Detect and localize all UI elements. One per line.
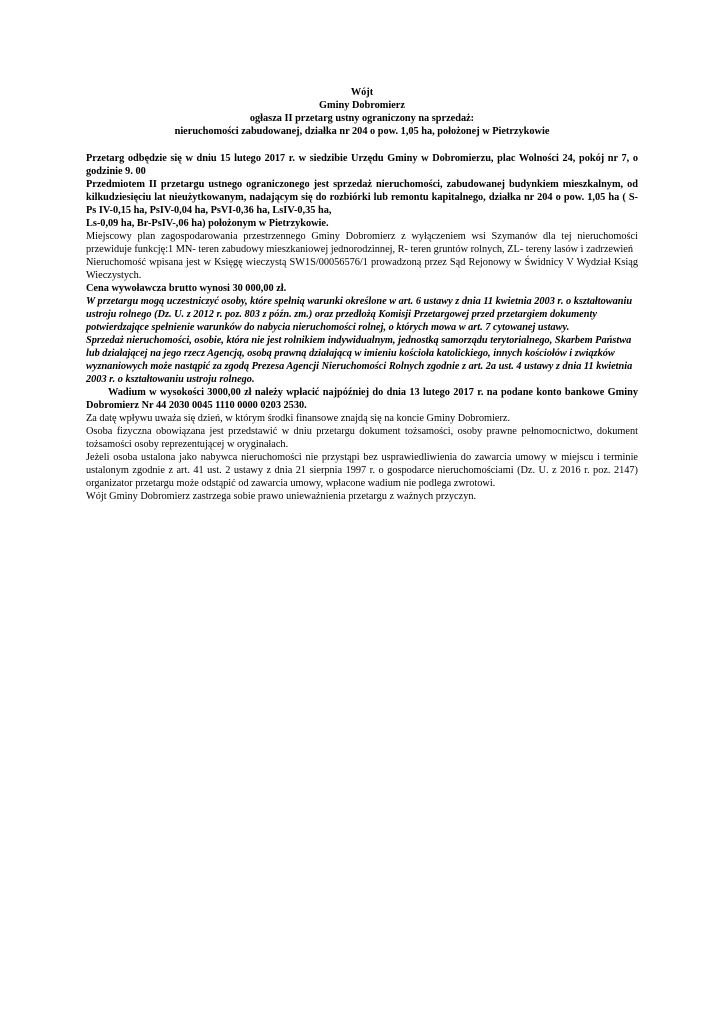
deposit-paragraph: Wadium w wysokości 3000,00 zł należy wpłacić najpóźniej do dnia 13 lutego 2017 r. na podane konto bankowe Gminy Dobromierz Nr 44 2030 0045 1110 0000 0203 2530.: [86, 387, 638, 411]
subject-paragraph: Przedmiotem II przetargu ustnego ograniczonego jest sprzedaż nieruchomości, zabudowanej budynkiem mieszkalnym, od kilkudziesięciu lat nieużytkowanym, nadającym się do rozbiórki lub remontu kapitalnego, działka nr 204 o pow. 1,05 ha ( S-Ps IV-0,15 ha, PsIV-0,04 ha, PsVI-0,36 ha, LsIV-0,35 ha,: [86, 179, 638, 216]
starting-price-paragraph: Cena wywoławcza brutto wynosi 30 000,00 zł.: [86, 283, 287, 294]
header-line-2: Gminy Dobromierz: [319, 100, 405, 111]
announcement-body: [86, 152, 638, 503]
header-line-1: Wójt: [350, 87, 374, 98]
subject-paragraph-end: Ls-0,09 ha, Br-PsIV-,06 ha) położonym w Pietrzykowie.: [86, 218, 329, 229]
buyer-default-paragraph: Jeżeli osoba ustalona jako nabywca nieruchomości nie przystąpi bez usprawiedliwienia do zawarcia umowy w miejscu i terminie ustalonym zgodnie z art. 41 ust. 2 ustawy z dnia 21 sierpnia 1997 r. o gospodarce nieruchomościami (Dz. U. z 2016 r. poz. 2147) organizator przetargu może odstąpić od zawarcia umowy, wpłacone wadium nie podlega zwrotowi.: [86, 452, 638, 489]
announcement-header: [86, 86, 638, 138]
land-register-paragraph: Nieruchomość wpisana jest w Księgę wieczystą SW1S/00056576/1 prowadzoną przez Sąd Rejonowy w Świdnicy V Wydział Ksiąg Wieczystych.: [86, 257, 638, 281]
auction-date-paragraph: Przetarg odbędzie się w dniu 15 lutego 2017 r. w siedzibie Urzędu Gminy w Dobromierzu, plac Wolności 24, pokój nr 7, o godzinie 9. 00: [86, 153, 638, 177]
zoning-plan-paragraph: Miejscowy plan zagospodarowania przestrzennego Gminy Dobromierz z wyłączeniem wsi Szymanów dla tej nieruchomości przewiduje funkcję:1 MN- teren zabudowy mieszkaniowej jednorodzinnej, R- teren gruntów rolnych, ZL- tereny lasów i zadrzewień: [86, 231, 638, 255]
sale-consent-paragraph: Sprzedaż nieruchomości, osobie, która nie jest rolnikiem indywidualnym, jednostką samorządu terytorialnego, Skarbem Państwa lub działającej na jego rzecz Agencją, osobą prawną działającą w imieniu kościoła katolickiego, innych kościołów i związków wyznaniowych może nastąpić za zgodą Prezesa Agencji Nieruchomości Rolnych zgodnie z art. 2a ust. 4 ustawy z dnia 11 kwietnia 2003 r. o kształtowaniu ustroju rolnego.: [86, 335, 633, 385]
payment-date-paragraph: Za datę wpływu uważa się dzień, w którym środki finansowe znajdą się na koncie Gminy Dobromierz.: [86, 413, 511, 424]
identity-documents-paragraph: Osoba fizyczna obowiązana jest przedstawić w dniu przetargu dokument tożsamości, osoby prawne pełnomocnictwo, dokument tożsamości osoby reprezentującej w oryginałach.: [86, 426, 638, 450]
eligibility-paragraph: W przetargu mogą uczestniczyć osoby, które spełnią warunki określone w art. 6 ustawy z dnia 11 kwietnia 2003 r. o kształtowaniu ustroju rolnego (Dz. U. z 2012 r. poz. 803 z późn. zm.) oraz przedłożą Komisji Przetargowej przed przetargiem dokumenty potwierdzające spełnienie warunków do nabycia nieruchomości rolnej, o których mowa w art. 7 cytowanej ustawy.: [86, 296, 633, 333]
cancellation-right-paragraph: Wójt Gminy Dobromierz zastrzega sobie prawo unieważnienia przetargu z ważnych przyczyn.: [86, 491, 477, 502]
header-line-3: ogłasza II przetarg ustny ograniczony na sprzedaż:: [249, 113, 475, 124]
header-line-4: nieruchomości zabudowanej, działka nr 204 o pow. 1,05 ha, położonej w Pietrzykowie: [174, 126, 550, 137]
